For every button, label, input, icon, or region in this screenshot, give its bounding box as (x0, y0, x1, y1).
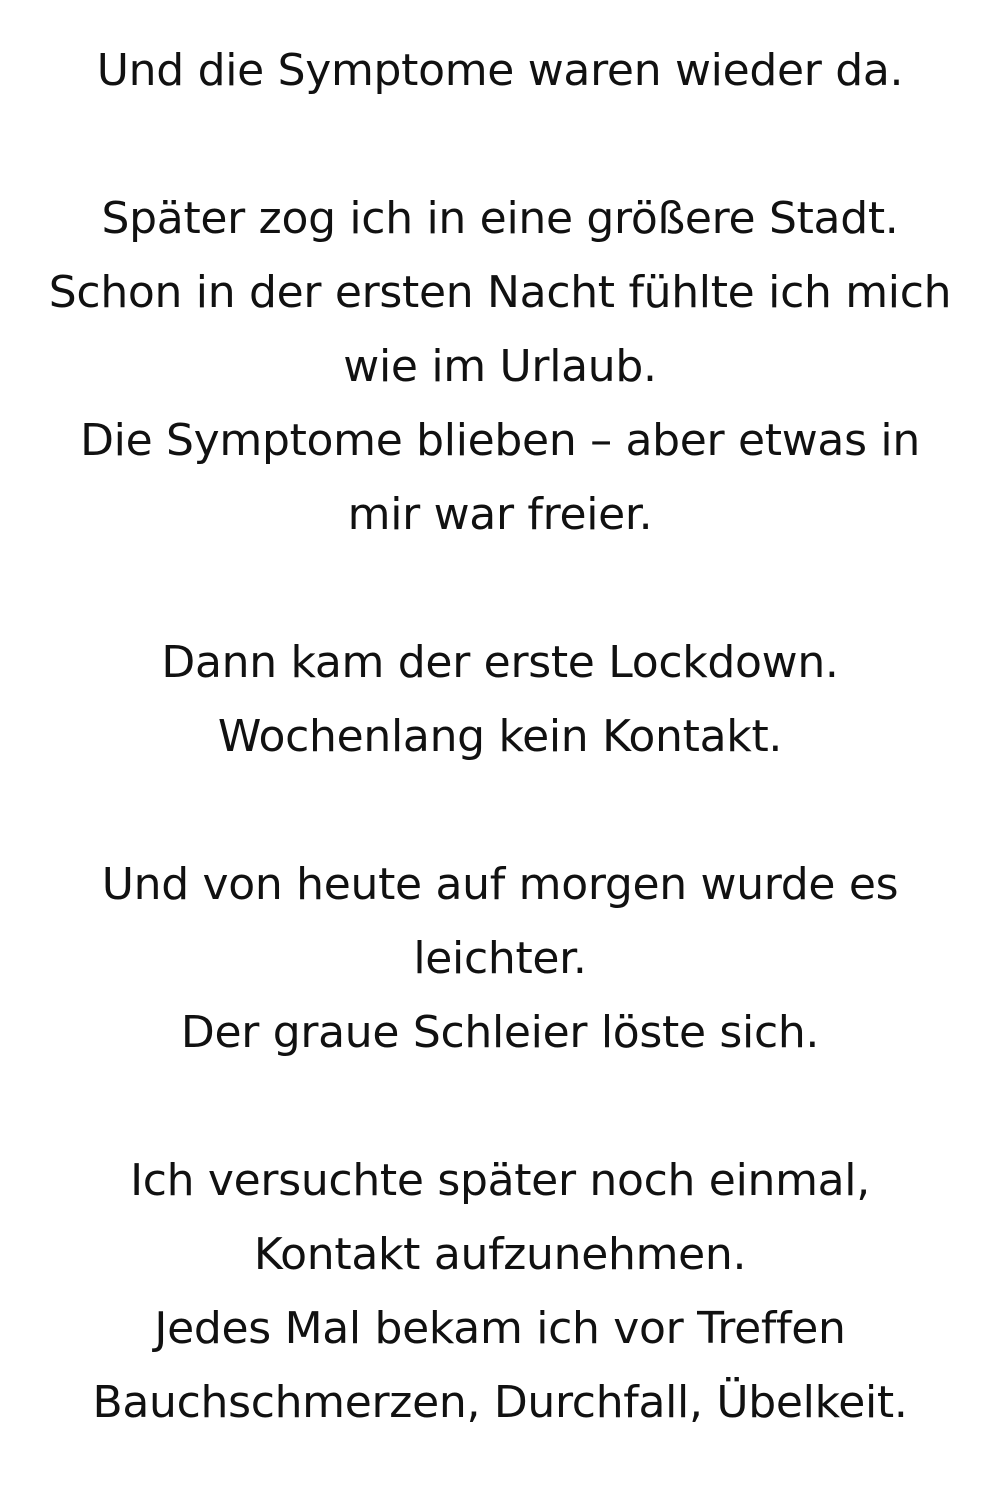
text-line: mir war freier. (347, 489, 653, 540)
text-line: Später zog ich in eine größere Stadt. (101, 193, 899, 244)
text-line: Die Symptome blieben – aber etwas in (80, 415, 920, 466)
text-line: Jedes Mal bekam ich vor Treffen (154, 1303, 846, 1354)
text-line: Schon in der ersten Nacht fühlte ich mich (48, 267, 952, 318)
text-line: Ich versuchte später noch einmal, (130, 1155, 870, 1206)
text-line: Dann kam der erste Lockdown. (161, 637, 839, 688)
text-line: Bauchschmerzen, Durchfall, Übelkeit. (92, 1377, 908, 1428)
text-line: Und die Symptome waren wieder da. (96, 45, 904, 96)
text-line: wie im Urlaub. (343, 341, 657, 392)
text-line: Der graue Schleier löste sich. (180, 1007, 820, 1058)
text-line: Kontakt aufzunehmen. (253, 1229, 747, 1280)
text-line: Und von heute auf morgen wurde es (101, 859, 899, 910)
text-line: Wochenlang kein Kontakt. (217, 711, 783, 762)
text-line: leichter. (413, 933, 587, 984)
